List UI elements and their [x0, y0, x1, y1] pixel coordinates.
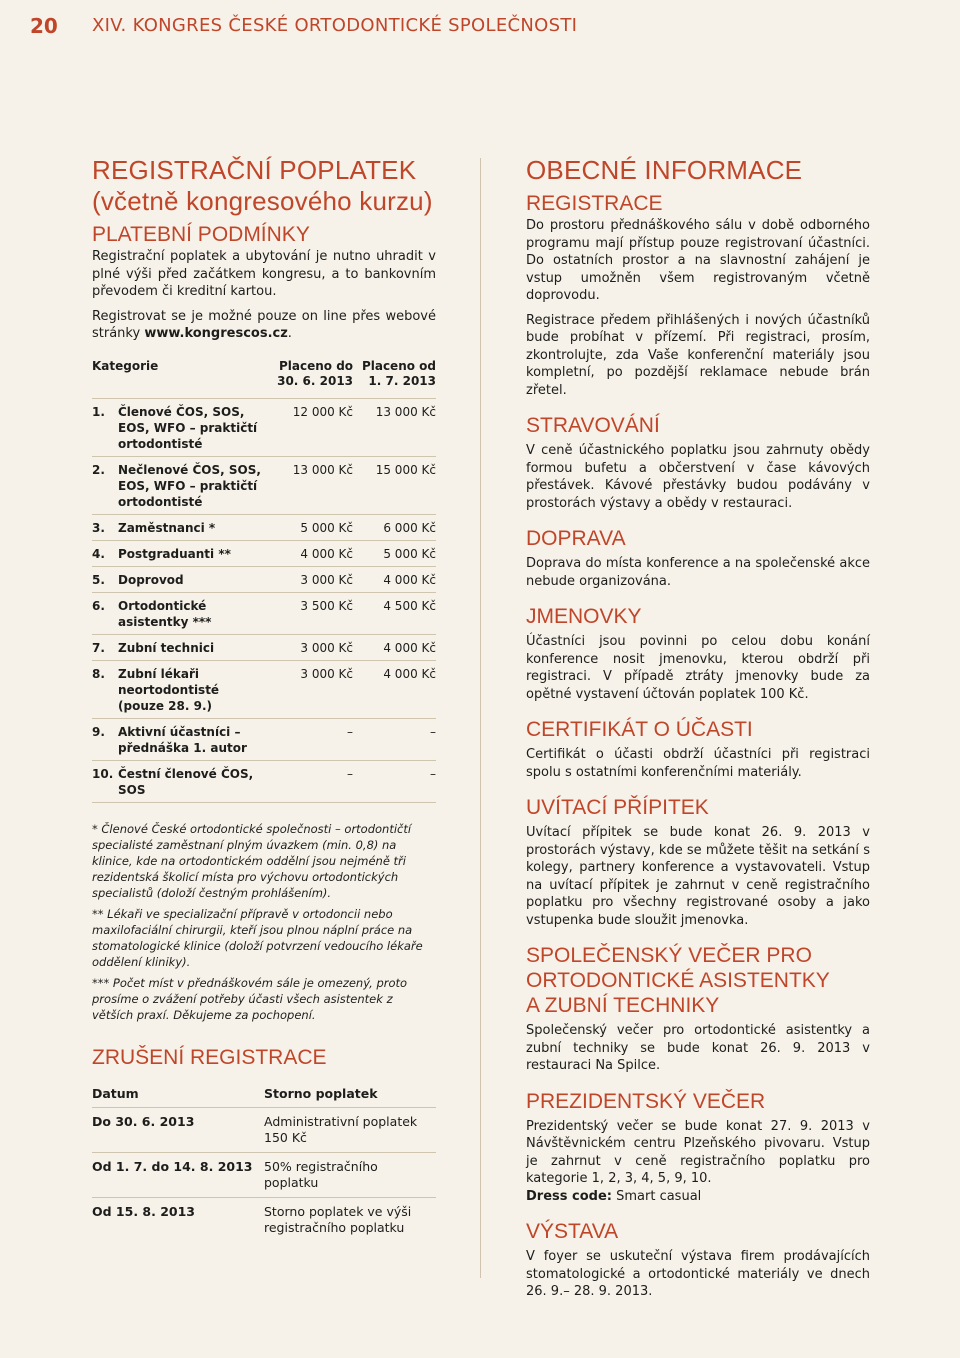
price-row-number: 5.	[92, 566, 118, 592]
price-row-category: Postgraduanti **	[118, 540, 268, 566]
storno-fee: 50% registračního poplatku	[264, 1152, 436, 1197]
price-row	[92, 718, 436, 760]
presidential-evening-heading: PREZIDENTSKÝ VEČER	[526, 1089, 766, 1113]
storno-fee: Storno poplatek ve výši registračního poplatku	[264, 1203, 412, 1235]
left-column	[92, 155, 436, 1242]
general-info-title: OBECNÉ INFORMACE	[526, 155, 803, 185]
price-after-deadline: 13 000 Kč	[353, 398, 436, 456]
price-row	[92, 760, 436, 802]
badges-text: Účastníci jsou povinni po celou dobu konání konference nosit jmenovku, kterou obdrží při registraci. V případě ztráty jmenovky bude za opětné vystavení účtován poplatek 100 Kč.	[526, 634, 870, 702]
running-header: XIV. KONGRES ČESKÉ ORTODONTICKÉ SPOLEČNOSTI	[92, 15, 578, 36]
price-row-category: Čestní členové ČOS, SOS	[118, 760, 268, 802]
storno-fee: Administrativní poplatek 150 Kč	[264, 1107, 436, 1152]
transport-heading: DOPRAVA	[526, 527, 626, 550]
price-after-deadline: 5 000 Kč	[353, 540, 436, 566]
price-row	[92, 660, 436, 718]
storno-date: Od 1. 7. do 14. 8. 2013	[92, 1152, 264, 1197]
dress-code	[526, 1188, 870, 1206]
price-row	[92, 456, 436, 514]
price-row-category: Ortodontické asistentky ***	[118, 592, 268, 634]
catering-text: V ceně účastnického poplatku jsou zahrnuty obědy formou bufetu a občerstvení v čase kávových přestávek. Kávové přestávky budou podávány v prostorách výstavy a obědy v restauraci.	[526, 443, 870, 511]
registration-fee-title	[92, 155, 436, 217]
price-head-after	[353, 359, 436, 399]
price-head-after-1: Placeno od	[361, 358, 436, 373]
price-row-number: 6.	[92, 592, 118, 634]
storno-row	[92, 1152, 436, 1197]
price-row-category: Členové ČOS, SOS, EOS, WFO – praktičtí ortodontisté	[118, 398, 268, 456]
price-row-number: 1.	[92, 398, 118, 456]
catering-heading: STRAVOVÁNÍ	[526, 414, 660, 437]
price-row-number: 2.	[92, 456, 118, 514]
certificate-text: Certifikát o účasti obdrží účastníci při registraci spolu s ostatními konferenčními materiály.	[526, 747, 870, 780]
register-text: Registrovat se je možné pouze on line přes webové stránky	[92, 308, 436, 341]
payment-conditions-heading: PLATEBNÍ PODMÍNKY	[92, 223, 310, 246]
storno-row	[92, 1197, 436, 1242]
right-column	[526, 155, 870, 1308]
footnotes	[92, 821, 436, 1023]
storno-date: Od 15. 8. 2013	[92, 1203, 196, 1219]
price-row-number: 7.	[92, 634, 118, 660]
certificate-heading: CERTIFIKÁT O ÚČASTI	[526, 718, 753, 741]
storno-head-fee: Storno poplatek	[264, 1084, 436, 1108]
registration-heading: REGISTRACE	[526, 192, 663, 215]
welcome-toast-text: Uvítací přípitek se bude konat 26. 9. 2013 v prostorách výstavy, kde se můžete těšit na setkání s kolegy, partnery konference a vystavovateli. Vstup na uvítací přípitek je zahrnut v ceně registračního poplatku pro všechny registrované osoby a jako vstupenka bude sloužit jmenovka.	[526, 825, 870, 928]
price-before-deadline: –	[268, 718, 353, 760]
price-row-number: 4.	[92, 540, 118, 566]
welcome-toast-heading: UVÍTACÍ PŘÍPITEK	[526, 796, 709, 819]
price-head-before-1: Placeno do	[278, 358, 354, 373]
price-row-category: Aktivní účastníci – přednáška 1. autor	[118, 718, 268, 760]
price-before-deadline: 5 000 Kč	[268, 514, 353, 540]
price-row	[92, 514, 436, 540]
cancellation-table	[92, 1084, 436, 1242]
price-before-deadline: 3 000 Kč	[268, 566, 353, 592]
price-table	[92, 359, 436, 803]
price-before-deadline: –	[268, 760, 353, 802]
price-row-category: Zubní technici	[118, 634, 268, 660]
price-after-deadline: –	[353, 760, 436, 802]
social-evening-text: Společenský večer pro ortodontické asistentky a zubní techniky se bude konat 26. 9. 2013 v restauraci Na Spilce.	[526, 1023, 870, 1073]
cancellation-heading: ZRUŠENÍ REGISTRACE	[92, 1045, 327, 1069]
price-head-after-2: 1. 7. 2013	[368, 373, 436, 388]
payment-conditions-text: Registrační poplatek a ubytování je nutno uhradit v plné výši před začátkem kongresu, a to bankovním převodem či kreditní kartou.	[92, 249, 436, 299]
price-row-number: 9.	[92, 718, 118, 760]
transport-text: Doprava do místa konference a na společenské akce nebude organizována.	[526, 556, 870, 589]
price-row-number: 10.	[92, 760, 118, 802]
price-head-category: Kategorie	[92, 358, 159, 373]
price-row	[92, 566, 436, 592]
column-divider	[480, 158, 481, 1278]
title-line-1: REGISTRAČNÍ POPLATEK	[92, 155, 417, 185]
registration-text-2: Registrace předem přihlášených i nových účastníků bude probíhat v přízemí. Při registraci, prosím, zkontrolujte, zda Vaše konferenční materiály jsou kompletní, po pozdější reklamace nebude brán zřetel.	[526, 312, 870, 398]
price-row	[92, 398, 436, 456]
badges-heading: JMENOVKY	[526, 605, 642, 628]
storno-date: Do 30. 6. 2013	[92, 1107, 264, 1152]
exhibition-heading: VÝSTAVA	[526, 1220, 619, 1243]
storno-row	[92, 1107, 436, 1152]
price-before-deadline: 3 000 Kč	[268, 634, 353, 660]
page-number: 20	[30, 14, 58, 38]
footnote-1: * Členové České ortodontické společnosti – ortodontičtí specialisté zaměstnaní plným úvazkem (min. 0,8) na klinice, kde na ortodontickém oddělní jsou nejméně tři rezidentská školicí místa pro výchovu ortodontických specialistů (doloží čestným prohlášením).	[92, 821, 412, 900]
price-before-deadline: 3 000 Kč	[268, 660, 353, 718]
price-after-deadline: 6 000 Kč	[353, 514, 436, 540]
price-after-deadline: 4 000 Kč	[353, 634, 436, 660]
price-before-deadline: 4 000 Kč	[268, 540, 353, 566]
price-row	[92, 540, 436, 566]
social-heading-3: A ZUBNÍ TECHNIKY	[526, 994, 720, 1017]
price-head-before	[268, 359, 353, 399]
price-row-category: Zubní lékaři neortodontisté (pouze 28. 9.)	[118, 660, 268, 718]
social-heading-2: ORTODONTICKÉ ASISTENTKY	[526, 969, 830, 992]
price-row-number: 3.	[92, 514, 118, 540]
price-after-deadline: 4 500 Kč	[353, 592, 436, 634]
price-after-deadline: 15 000 Kč	[353, 456, 436, 514]
price-row	[92, 634, 436, 660]
footnote-3: *** Počet míst v přednáškovém sále je omezený, proto prosíme o zvážení potřeby účasti všech asistentek z větších praxí. Děkujeme za pochopení.	[92, 975, 408, 1022]
footnote-2: ** Lékaři ve specializační přípravě v ortodoncii nebo maxilofaciální chirurgii, kteří jsou plnou náplní práce na stomatologické klinice (doloží potvrzení vedoucího lékaře oddělení kliniky).	[92, 906, 423, 969]
price-row-category: Zaměstnanci *	[118, 514, 268, 540]
registration-text-1: Do prostoru přednáškového sálu v době odborného programu mají přístup pouze registrovaní účastníci. Do ostatních prostor a na slavnostní zahájení je vstup umožněn všem registrovaným včetně doprovodu.	[526, 218, 870, 303]
price-before-deadline: 13 000 Kč	[268, 456, 353, 514]
price-row-number: 8.	[92, 660, 118, 718]
social-heading-1: SPOLEČENSKÝ VEČER PRO	[526, 944, 812, 967]
price-row-category: Nečlenové ČOS, SOS, EOS, WFO – praktičtí ortodontisté	[118, 456, 268, 514]
register-online-text	[92, 308, 436, 343]
price-after-deadline: –	[353, 718, 436, 760]
social-evening-heading	[526, 943, 870, 1018]
dress-code-value: Smart casual	[611, 1188, 702, 1204]
dress-code-label: Dress code:	[526, 1188, 612, 1204]
register-end: .	[287, 326, 292, 341]
price-row-category: Doprovod	[118, 566, 268, 592]
price-before-deadline: 3 500 Kč	[268, 592, 353, 634]
price-head-before-2: 30. 6. 2013	[277, 373, 354, 388]
presidential-evening-text: Prezidentský večer se bude konat 27. 9. 2013 v Návštěvnickém centru Plzeňského pivovaru. Vstup je zahrnut v ceně registračního poplatku pro kategorie 1, 2, 3, 4, 5, 9, 10.	[526, 1118, 870, 1186]
exhibition-text: V foyer se uskuteční výstava firem prodávajících stomatologické a ortodontické materiály ve dnech 26. 9.– 28. 9. 2013.	[526, 1249, 870, 1299]
kongrescos-link[interactable]: www.kongrescos.cz	[144, 326, 288, 341]
price-before-deadline: 12 000 Kč	[268, 398, 353, 456]
title-line-2: (včetně kongresového kurzu)	[92, 186, 433, 216]
price-after-deadline: 4 000 Kč	[353, 566, 436, 592]
storno-head-date: Datum	[92, 1084, 264, 1108]
price-row	[92, 592, 436, 634]
price-after-deadline: 4 000 Kč	[353, 660, 436, 718]
